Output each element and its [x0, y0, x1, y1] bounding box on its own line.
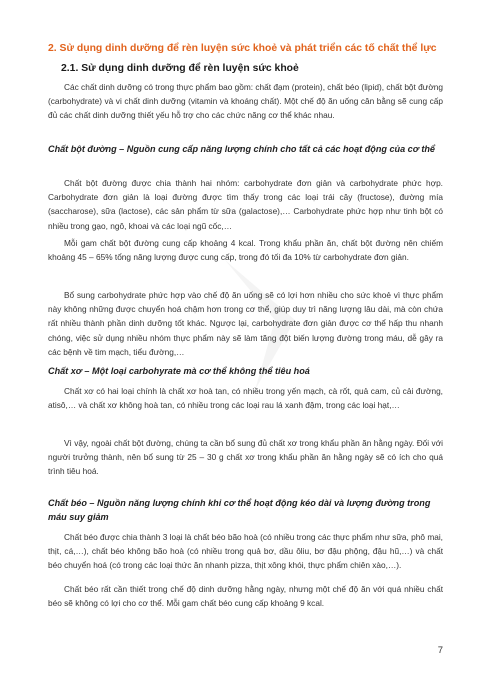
- subsection-heading: 2.1. Sử dụng dinh dưỡng để rèn luyện sức khoẻ: [61, 63, 299, 74]
- fat-paragraph-2: Chất béo rất cần thiết trong chế độ dinh dưỡng hằng ngày, nhưng một chế độ ăn với quá nhiều chất béo sẽ không có lợi cho cơ thể. Mỗi gam chất béo cung cấp khoảng 9 kcal.: [48, 584, 443, 609]
- fiber-paragraph-2: Vì vậy, ngoài chất bột đường, chúng ta cần bổ sung đủ chất xơ trong khẩu phần ăn hằng ngày. Đối với người trưởng thành, nên bổ sung từ 25 – 30 g chất xơ trong khẩu phần ăn hằng ngày sẽ có ích cho quá trình tiêu hoá.: [48, 438, 443, 477]
- fat-title: Chất béo – Nguồn năng lượng chính khi cơ thể hoạt động kéo dài và lượng đường trong máu suy giảm: [48, 498, 431, 523]
- carb-paragraph-1: Chất bột đường được chia thành hai nhóm: carbohydrate đơn giản và carbohydrate phức hợp. Carbohydrate đơn giản là loại đường được tìm thấy trong các loại trái cây (fructose), đường mía (saccharose), sữa (lactose), các sản phẩm từ sữa (galactose),… Carbohydrate phức hợp như tinh bột có nhiều trong gạo, ngô, khoai và các loại ngũ cốc,…: [48, 178, 443, 231]
- carb-paragraph-3: Bổ sung carbohydrate phức hợp vào chế độ ăn uống sẽ có lợi hơn nhiều cho sức khoẻ vì thực phẩm này không những được chuyển hoá chậm hơn trong cơ thể, giúp duy trì năng lượng lâu dài, mà còn chứa rất nhiều thành phần dinh dưỡng tốt khác. Ngược lại, carbohydrate đơn giản được cơ thể hấp thu nhanh chóng, việc sử dụng nhiều nhóm thực phẩm này sẽ làm tăng đột biến lượng đường trong máu, dễ gây ra các bệnh về tim mạch, tiểu đường,…: [48, 290, 443, 357]
- carb-paragraph-2: Mỗi gam chất bột đường cung cấp khoảng 4 kcal. Trong khẩu phần ăn, chất bột đường nên chiếm khoảng 45 – 65% tổng năng lượng được cung cấp, trong đó tối đa 10% từ carbohydrate đơn giản.: [48, 238, 443, 263]
- page-number: 7: [437, 645, 443, 656]
- section-heading: 2. Sử dụng dinh dưỡng để rèn luyện sức khoẻ và phát triển các tố chất thể lực: [48, 43, 437, 54]
- carb-title: Chất bột đường – Nguồn cung cấp năng lượng chính cho tất cả các hoạt động của cơ thể: [48, 144, 435, 154]
- fiber-title: Chất xơ – Một loại carbohyrate mà cơ thể không thể tiêu hoá: [48, 366, 310, 376]
- fat-paragraph-1: Chất béo được chia thành 3 loại là chất béo bão hoà (có nhiều trong các thực phẩm như sữa, phô mai, thịt, cá,…), chất béo không bão hoà (có nhiều trong quả bơ, dầu ôliu, bơ đậu phộng, đậu hũ,…) và chất béo chuyển hoá (có trong các loại thức ăn nhanh pizza, thịt xông khói, thực phẩm chiên xào,…).: [48, 532, 443, 571]
- intro-paragraph: Các chất dinh dưỡng có trong thực phẩm bao gồm: chất đạm (protein), chất béo (lipid), chất bột đường (carbohydrate) và vi chất dinh dưỡng (vitamin và khoáng chất). Một chế độ ăn uống cân bằng sẽ cung cấp đủ các chất dinh dưỡng thiết yếu hỗ trợ cho các chức năng cơ thể khác nhau.: [48, 82, 443, 121]
- fiber-paragraph-1: Chất xơ có hai loại chính là chất xơ hoà tan, có nhiều trong yến mạch, cà rốt, quả cam, củ cải đường, atisô,… và chất xơ không hoà tan, có nhiều trong các loại rau lá xanh đậm, trong các loại hạt,…: [48, 386, 443, 411]
